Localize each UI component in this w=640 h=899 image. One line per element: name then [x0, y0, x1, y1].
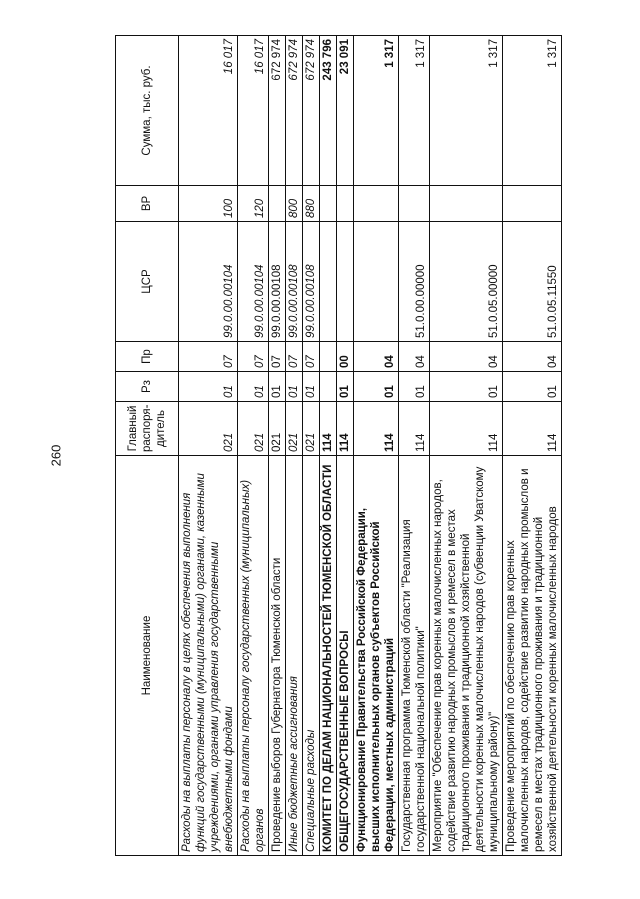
sum-cell: 16 017	[179, 36, 238, 186]
sum-cell: 1 317	[430, 36, 503, 186]
table-row	[303, 36, 320, 856]
vr-cell	[320, 186, 337, 222]
grbs-cell: 021	[238, 402, 269, 456]
rz-cell: 01	[430, 372, 503, 402]
pr-cell: 07	[238, 342, 269, 372]
grbs-cell: 114	[430, 402, 503, 456]
name-cell: Специальные расходы	[303, 456, 320, 856]
budget-table-container	[115, 36, 569, 856]
table-row	[430, 36, 503, 856]
grbs-cell: 114	[399, 402, 430, 456]
pr-cell: 07	[286, 342, 303, 372]
pr-cell	[320, 342, 337, 372]
table-row	[269, 36, 286, 856]
table-body	[179, 36, 562, 856]
name-cell: КОМИТЕТ ПО ДЕЛАМ НАЦИОНАЛЬНОСТЕЙ ТЮМЕНСКОЙ ОБЛАСТИ	[320, 456, 337, 856]
header-grbs: Главный распоря-дитель	[116, 402, 179, 456]
csr-cell: 99.0.00.00104	[179, 222, 238, 342]
rz-cell: 01	[337, 372, 354, 402]
csr-cell: 99.0.00.00108	[286, 222, 303, 342]
pr-cell: 07	[303, 342, 320, 372]
sum-cell: 672 974	[303, 36, 320, 186]
vr-cell: 100	[179, 186, 238, 222]
sum-cell: 16 017	[238, 36, 269, 186]
grbs-cell: 021	[269, 402, 286, 456]
header-csr: ЦСР	[116, 222, 179, 342]
sum-cell: 672 974	[269, 36, 286, 186]
pr-cell: 07	[269, 342, 286, 372]
sum-cell: 672 974	[286, 36, 303, 186]
vr-cell: 800	[286, 186, 303, 222]
name-cell: Иные бюджетные ассигнования	[286, 456, 303, 856]
sum-cell: 1 317	[354, 36, 399, 186]
pr-cell: 04	[430, 342, 503, 372]
table-row	[286, 36, 303, 856]
table-row	[179, 36, 238, 856]
header-vr: ВР	[116, 186, 179, 222]
vr-cell	[269, 186, 286, 222]
vr-cell	[354, 186, 399, 222]
sum-cell: 243 796	[320, 36, 337, 186]
csr-cell: 99.0.00.00104	[238, 222, 269, 342]
vr-cell: 880	[303, 186, 320, 222]
vr-cell	[503, 186, 562, 222]
rz-cell: 01	[179, 372, 238, 402]
header-rz: Рз	[116, 372, 179, 402]
name-cell: ОБЩЕГОСУДАРСТВЕННЫЕ ВОПРОСЫ	[337, 456, 354, 856]
header-pr: Пр	[116, 342, 179, 372]
name-cell: Проведение мероприятий по обеспечению прав коренных малочисленных народов, содействие развитию народных промыслов и ремесел в местах традиционного проживания и традиционной хозяйственной деятельности коренных малочисленных народов	[503, 456, 562, 856]
rz-cell	[320, 372, 337, 402]
grbs-cell: 114	[337, 402, 354, 456]
sum-cell: 1 317	[503, 36, 562, 186]
grbs-cell: 114	[354, 402, 399, 456]
name-cell: Проведение выборов Губернатора Тюменской области	[269, 456, 286, 856]
table-row	[320, 36, 337, 856]
sum-cell: 23 091	[337, 36, 354, 186]
vr-cell	[430, 186, 503, 222]
table-header-row	[116, 36, 179, 856]
header-name: Наименование	[116, 456, 179, 856]
csr-cell: 99.0.00.00108	[303, 222, 320, 342]
name-cell: Государственная программа Тюменской области "Реализация государственной национальной политики"	[399, 456, 430, 856]
name-cell: Расходы на выплаты персоналу в целях обеспечения выполнения функций государственными (муниципальными) органами, казенными учреждениями, органами управления государственными внебюджетными фондами	[179, 456, 238, 856]
name-cell: Функционирование Правительства Российской Федерации, высших исполнительных органов субъектов Российской Федерации, местных администраций	[354, 456, 399, 856]
csr-cell: 99.0.00.00108	[269, 222, 286, 342]
table-row	[337, 36, 354, 856]
vr-cell: 120	[238, 186, 269, 222]
grbs-cell: 021	[303, 402, 320, 456]
grbs-cell: 114	[320, 402, 337, 456]
grbs-cell: 021	[179, 402, 238, 456]
rz-cell: 01	[503, 372, 562, 402]
budget-table	[115, 35, 562, 856]
csr-cell	[337, 222, 354, 342]
pr-cell: 04	[354, 342, 399, 372]
table-row	[399, 36, 430, 856]
rz-cell: 01	[286, 372, 303, 402]
grbs-cell: 114	[503, 402, 562, 456]
pr-cell: 00	[337, 342, 354, 372]
csr-cell	[354, 222, 399, 342]
csr-cell: 51.0.00.00000	[399, 222, 430, 342]
rz-cell: 01	[269, 372, 286, 402]
table-row	[503, 36, 562, 856]
name-cell: Мероприятие "Обеспечение прав коренных малочисленных народов, содействие развитию народных промыслов и ремесел в местах традиционного проживания и традиционной хозяйственной деятельности коренных малочисленных народов (субвенции Уватскому муниципальному району)"	[430, 456, 503, 856]
vr-cell	[337, 186, 354, 222]
page-number: 260	[48, 444, 64, 467]
csr-cell: 51.0.05.11550	[503, 222, 562, 342]
csr-cell: 51.0.05.00000	[430, 222, 503, 342]
grbs-cell: 021	[286, 402, 303, 456]
rz-cell: 01	[354, 372, 399, 402]
vr-cell	[399, 186, 430, 222]
sum-cell: 1 317	[399, 36, 430, 186]
rz-cell: 01	[399, 372, 430, 402]
rz-cell: 01	[238, 372, 269, 402]
name-cell: Расходы на выплаты персоналу государственных (муниципальных) органов	[238, 456, 269, 856]
pr-cell: 04	[503, 342, 562, 372]
pr-cell: 07	[179, 342, 238, 372]
rz-cell: 01	[303, 372, 320, 402]
pr-cell: 04	[399, 342, 430, 372]
header-sum: Сумма, тыс. руб.	[116, 36, 179, 186]
table-row	[354, 36, 399, 856]
csr-cell	[320, 222, 337, 342]
table-row	[238, 36, 269, 856]
